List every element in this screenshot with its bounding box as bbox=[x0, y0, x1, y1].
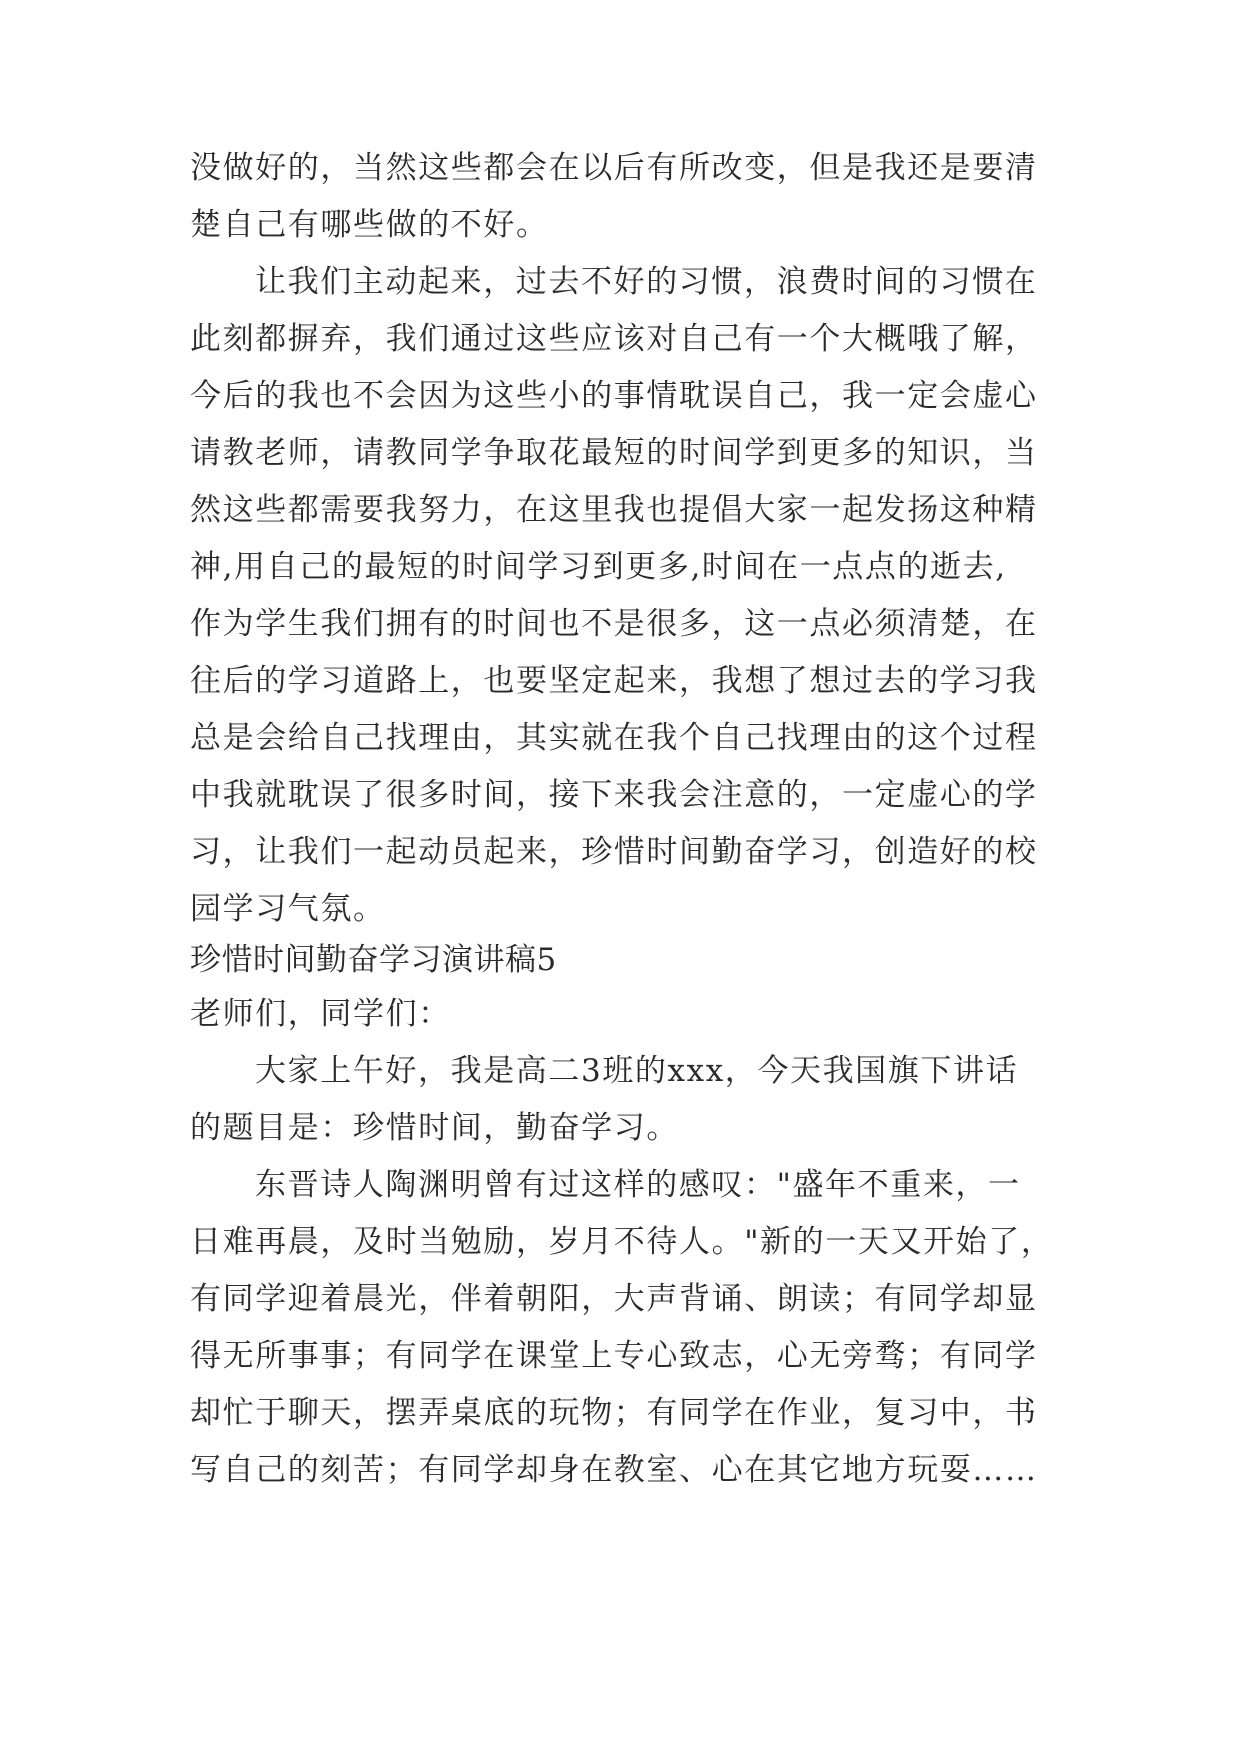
paragraph-line: 习，让我们一起动员起来，珍惜时间勤奋学习，创造好的校 bbox=[190, 834, 1038, 870]
paragraph-line: 大家上午好，我是高二3班的xxx，今天我国旗下讲话 bbox=[255, 1053, 1019, 1089]
paragraph-line: 作为学生我们拥有的时间也不是很多，这一点必须清楚，在 bbox=[190, 606, 1038, 642]
paragraph-line: 日难再晨，及时当勉励，岁月不待人。"新的一天又开始了， bbox=[190, 1224, 1054, 1260]
paragraph-line: 让我们主动起来，过去不好的习惯，浪费时间的习惯在 bbox=[255, 264, 1038, 300]
paragraph-line: 神,用自己的最短的时间学习到更多,时间在一点点的逝去, bbox=[190, 549, 1007, 585]
paragraph-line: 楚自己有哪些做的不好。 bbox=[190, 207, 549, 243]
paragraph-line: 总是会给自己找理由，其实就在我个自己找理由的这个过程 bbox=[190, 720, 1038, 756]
paragraph-line: 没做好的，当然这些都会在以后有所改变，但是我还是要清 bbox=[190, 150, 1038, 186]
paragraph-line: 东晋诗人陶渊明曾有过这样的感叹："盛年不重来，一 bbox=[255, 1167, 1021, 1203]
paragraph-line: 园学习气氛。 bbox=[190, 891, 386, 927]
paragraph-line: 中我就耽误了很多时间，接下来我会注意的，一定虚心的学 bbox=[190, 777, 1038, 813]
paragraph-line: 然这些都需要我努力，在这里我也提倡大家一起发扬这种精 bbox=[190, 492, 1038, 528]
paragraph-line: 往后的学习道路上，也要坚定起来，我想了想过去的学习我 bbox=[190, 663, 1038, 699]
paragraph-line: 有同学迎着晨光，伴着朝阳，大声背诵、朗读；有同学却显 bbox=[190, 1281, 1038, 1317]
paragraph-line: 请教老师，请教同学争取花最短的时间学到更多的知识，当 bbox=[190, 435, 1038, 471]
paragraph-line: 今后的我也不会因为这些小的事情耽误自己，我一定会虚心 bbox=[190, 378, 1038, 414]
paragraph-line: 写自己的刻苦；有同学却身在教室、心在其它地方玩耍…… bbox=[190, 1452, 1038, 1488]
paragraph-line: 的题目是：珍惜时间，勤奋学习。 bbox=[190, 1110, 679, 1146]
section-heading: 珍惜时间勤奋学习演讲稿5 bbox=[190, 942, 557, 978]
salutation: 老师们，同学们： bbox=[190, 996, 451, 1032]
paragraph-line: 得无所事事；有同学在课堂上专心致志，心无旁骛；有同学 bbox=[190, 1338, 1038, 1374]
paragraph-line: 却忙于聊天，摆弄桌底的玩物；有同学在作业，复习中，书 bbox=[190, 1395, 1038, 1431]
paragraph-line: 此刻都摒弃，我们通过这些应该对自己有一个大概哦了解， bbox=[190, 321, 1038, 357]
